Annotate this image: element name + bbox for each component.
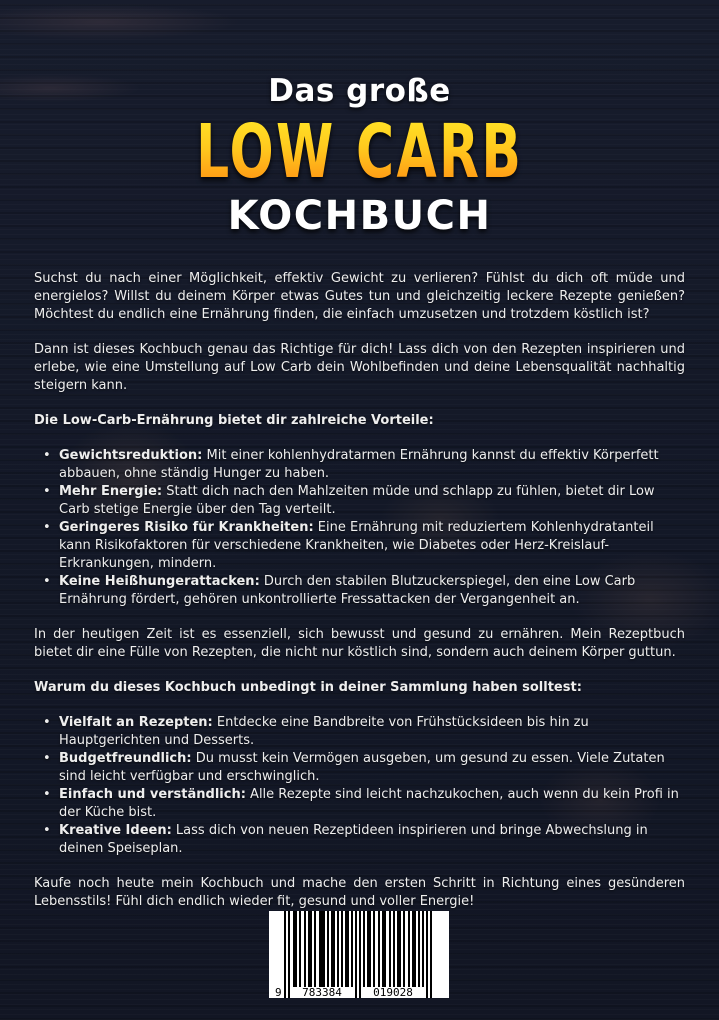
item-term: Vielfalt an Rezepten: (59, 715, 213, 730)
title-bottom: KOCHBUCH (227, 193, 492, 239)
bullet-icon: • (43, 715, 51, 730)
list-item (43, 483, 685, 519)
back-cover-text (34, 270, 685, 928)
middle-paragraph: In der heutigen Zeit ist es essenziell, sich bewusst und gesund zu ernähren. Mein Rezeptbuch bietet dir eine Fülle von Rezepten, die nicht nur köstlich sind, sondern auch deinem Körper guttun. (34, 627, 685, 660)
cover-title (0, 72, 719, 238)
item-text: Entdecke eine Bandbreite von Frühstücksideen bis hin zu Hauptgerichten und Desserts. (59, 715, 589, 748)
closing-paragraph: Kaufe noch heute mein Kochbuch und mache den ersten Schritt in Richtung eines gesünderen Lebensstils! Fühl dich endlich wieder fit, gesund und voller Energie! (34, 876, 685, 909)
reasons-list (34, 714, 685, 858)
list-item (43, 573, 685, 609)
item-text: Mit einer kohlenhydratarmen Ernährung kannst du effektiv Körperfett abbauen, ohne ständig Hunger zu haben. (59, 448, 659, 481)
benefits-heading: Die Low-Carb-Ernährung bietet dir zahlreiche Vorteile: (34, 413, 434, 428)
barcode-right-digits: 019028 (373, 986, 413, 998)
benefits-list (34, 447, 685, 609)
item-term: Kreative Ideen: (59, 823, 172, 838)
bullet-icon: • (43, 520, 51, 535)
list-item (43, 822, 685, 858)
intro-paragraph-2: Dann ist dieses Kochbuch genau das Richtige für dich! Lass dich von den Rezepten inspirieren und erlebe, wie eine Umstellung auf Low Carb dein Wohlbefinden und deine Lebensqualität nachhaltig steigern kann. (34, 342, 685, 393)
item-term: Einfach und verständlich: (59, 787, 246, 802)
bullet-icon: • (43, 574, 51, 589)
item-text: Lass dich von neuen Rezeptideen inspirieren und bringe Abwechslung in deinen Speiseplan. (59, 823, 648, 856)
item-text: Alle Rezepte sind leicht nachzukochen, auch wenn du kein Profi in der Küche bist. (59, 787, 679, 820)
list-item (43, 447, 685, 483)
bullet-icon: • (43, 751, 51, 766)
bullet-icon: • (43, 448, 51, 463)
title-top: Das große (268, 73, 451, 109)
bullet-icon: • (43, 787, 51, 802)
title-main: LOW CARB (195, 109, 524, 195)
item-term: Budgetfreundlich: (59, 751, 192, 766)
item-text: Du musst kein Vermögen ausgeben, um gesund zu essen. Viele Zutaten sind leicht verfügbar und erschwinglich. (59, 751, 665, 784)
item-text: Eine Ernährung mit reduziertem Kohlenhydratanteil kann Risikofaktoren für verschiedene Krankheiten, wie Diabetes oder Herz-Kreislauf-Erkrankungen, mindern. (59, 520, 654, 571)
item-term: Mehr Energie: (59, 484, 163, 499)
barcode-left-digits: 783384 (302, 986, 342, 998)
item-term: Keine Heißhungerattacken: (59, 574, 260, 589)
item-term: Gewichtsreduktion: (59, 448, 203, 463)
barcode-icon (269, 911, 449, 998)
item-text: Durch den stabilen Blutzuckerspiegel, den eine Low Carb Ernährung fördert, gehören unkontrollierte Fressattacken der Vergangenheit an. (59, 574, 636, 607)
bullet-icon: • (43, 823, 51, 838)
list-item (43, 786, 685, 822)
list-item (43, 750, 685, 786)
list-item (43, 714, 685, 750)
isbn-barcode (269, 911, 449, 998)
intro-paragraph-1: Suchst du nach einer Möglichkeit, effektiv Gewicht zu verlieren? Fühlst du dich oft müde und energielos? Willst du deinem Körper etwas Gutes tun und gleichzeitig leckere Rezepte genießen? Möchtest du endlich eine Ernährung finden, die einfach umzusetzen und trotzdem köstlich ist? (34, 271, 685, 322)
barcode-first-digit: 9 (275, 986, 282, 998)
bullet-icon: • (43, 484, 51, 499)
item-text: Statt dich nach den Mahlzeiten müde und schlapp zu fühlen, bietet dir Low Carb stetige Energie über den Tag verteilt. (59, 484, 655, 517)
item-term: Geringeres Risiko für Krankheiten: (59, 520, 314, 535)
reasons-heading: Warum du dieses Kochbuch unbedingt in deiner Sammlung haben solltest: (34, 680, 582, 695)
list-item (43, 519, 685, 573)
